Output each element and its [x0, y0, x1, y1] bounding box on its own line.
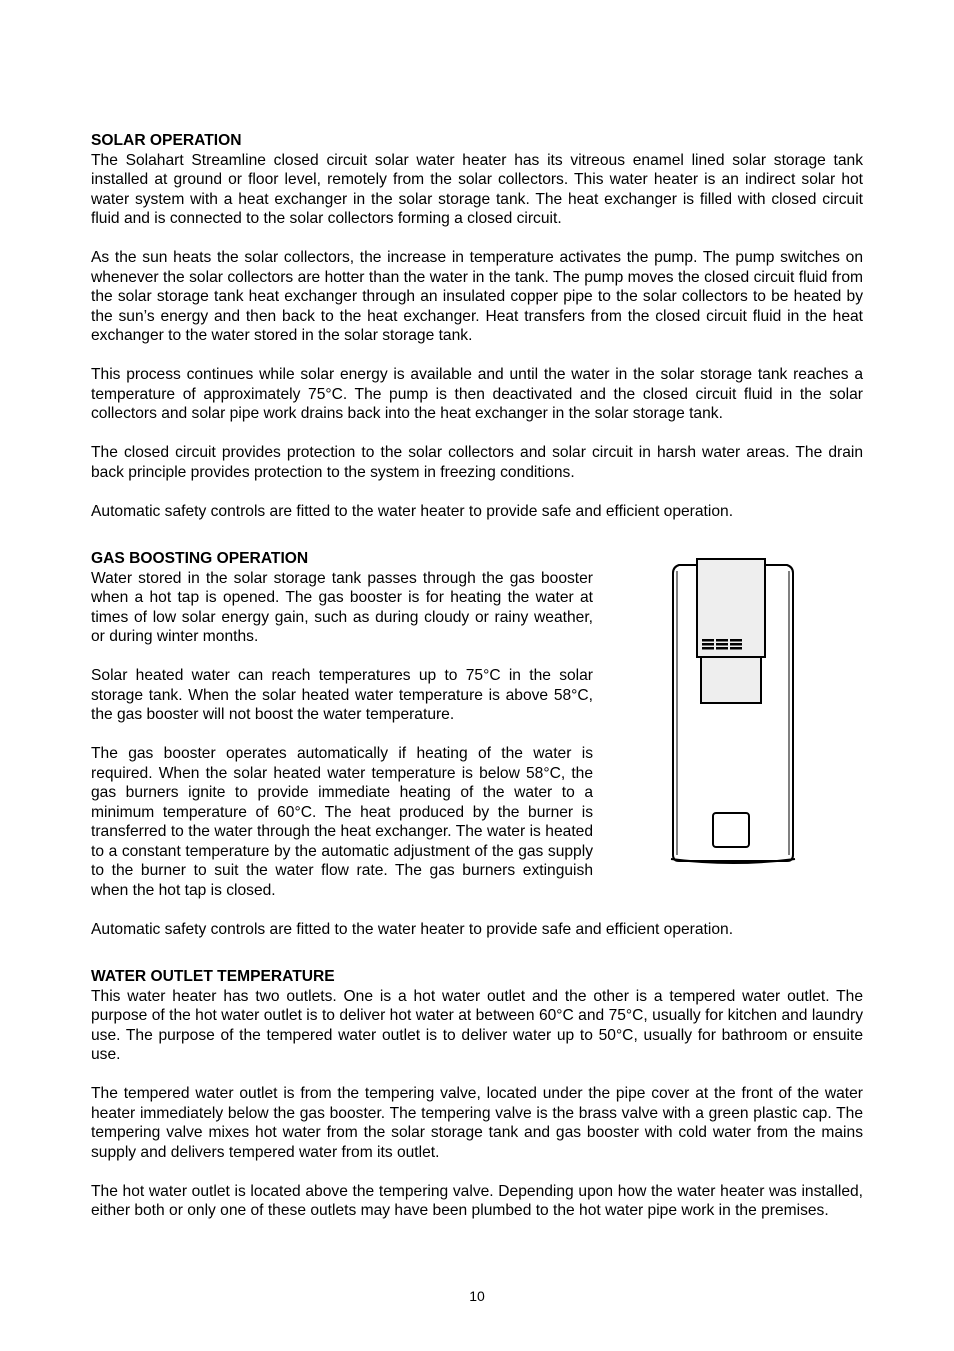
- paragraph: Solar heated water can reach temperatures up to 75°C in the solar storage tank. When the solar heated water temperature is above 58°C, the gas booster will not boost the water temperature.: [91, 667, 593, 723]
- paragraph: The tempered water outlet is from the tempering valve, located under the pipe cover at the front of the water heater immediately below the gas booster. The tempering valve is the brass valve with a green plastic cap. The tempering valve mixes hot water from the solar storage tank and gas booster with cold water from the mains supply and delivers tempered water from its outlet.: [91, 1085, 863, 1161]
- paragraph: The gas booster operates automatically if heating of the water is required. When the solar heated water temperature is below 58°C, the gas burners ignite to provide immediate heating of the water to a minimum temperature of 60°C. The heat produced by the burner is transferred to the water through the heat exchanger. The water is heated to a constant temperature by the automatic adjustment of the gas supply to the burner to suit the water flow rate. The gas burners extinguish when the hot tap is closed.: [91, 745, 593, 899]
- paragraph: The hot water outlet is located above the tempering valve. Depending upon how the water heater was installed, either both or only one of these outlets may have been plumbed to the hot water pipe work in the premises.: [91, 1182, 863, 1219]
- section-gas-boosting: [91, 549, 863, 939]
- paragraph: This water heater has two outlets. One is a hot water outlet and the other is a tempered water outlet. The purpose of the hot water outlet is to deliver hot water at between 60°C and 75°C, usually for kitchen and laundry use. The purpose of the tempered water outlet is to deliver water up to 50°C, usually for bathroom or ensuite use.: [91, 987, 863, 1063]
- paragraph: The closed circuit provides protection to the solar collectors and solar circuit in harsh water areas. The drain back principle provides protection to the system in freezing conditions.: [91, 444, 863, 481]
- section-heading: SOLAR OPERATION: [91, 132, 242, 149]
- paragraph: Automatic safety controls are fitted to the water heater to provide safe and efficient operation.: [91, 920, 734, 938]
- paragraph: The Solahart Streamline closed circuit solar water heater has its vitreous enamel lined solar storage tank installed at ground or floor level, remotely from the solar collectors. This water heater is an indirect solar hot water system with a heat exchanger in the solar storage tank. The heat exchanger is filled with closed circuit fluid and is connected to the solar collectors forming a closed circuit.: [91, 151, 863, 227]
- paragraph: This process continues while solar energy is available and until the water in the solar storage tank reaches a temperature of approximately 75°C. The pump is then deactivated and the closed circuit fluid in the solar collectors and solar pipe work drains back into the heat exchanger in the solar storage tank.: [91, 366, 863, 422]
- page-content: [91, 131, 863, 1240]
- section-heading: WATER OUTLET TEMPERATURE: [91, 968, 335, 985]
- section-heading: GAS BOOSTING OPERATION: [91, 550, 309, 567]
- gas-boosting-text: [91, 569, 593, 901]
- paragraph: Automatic safety controls are fitted to the water heater to provide safe and efficient operation.: [91, 502, 734, 520]
- paragraph: As the sun heats the solar collectors, the increase in temperature activates the pump. The pump switches on whenever the solar collectors are hotter than the water in the tank. The pump moves the closed circuit fluid from the solar storage tank heat exchanger through an insulated copper pipe to the solar collectors to be heated by the sun’s energy and then back to the heat exchanger. Heat transfers from the closed circuit fluid in the heat exchanger to the water stored in the solar storage tank.: [91, 249, 863, 344]
- section-solar-operation: [91, 131, 863, 521]
- water-heater-illustration: [667, 555, 799, 873]
- page-number: 10: [469, 1288, 485, 1304]
- section-water-outlet-temperature: [91, 967, 863, 1221]
- paragraph: Water stored in the solar storage tank passes through the gas booster when a hot tap is opened. The gas booster is for heating the water at times of low solar energy gain, such as during cloudy or rainy weather, or during winter months.: [91, 569, 593, 645]
